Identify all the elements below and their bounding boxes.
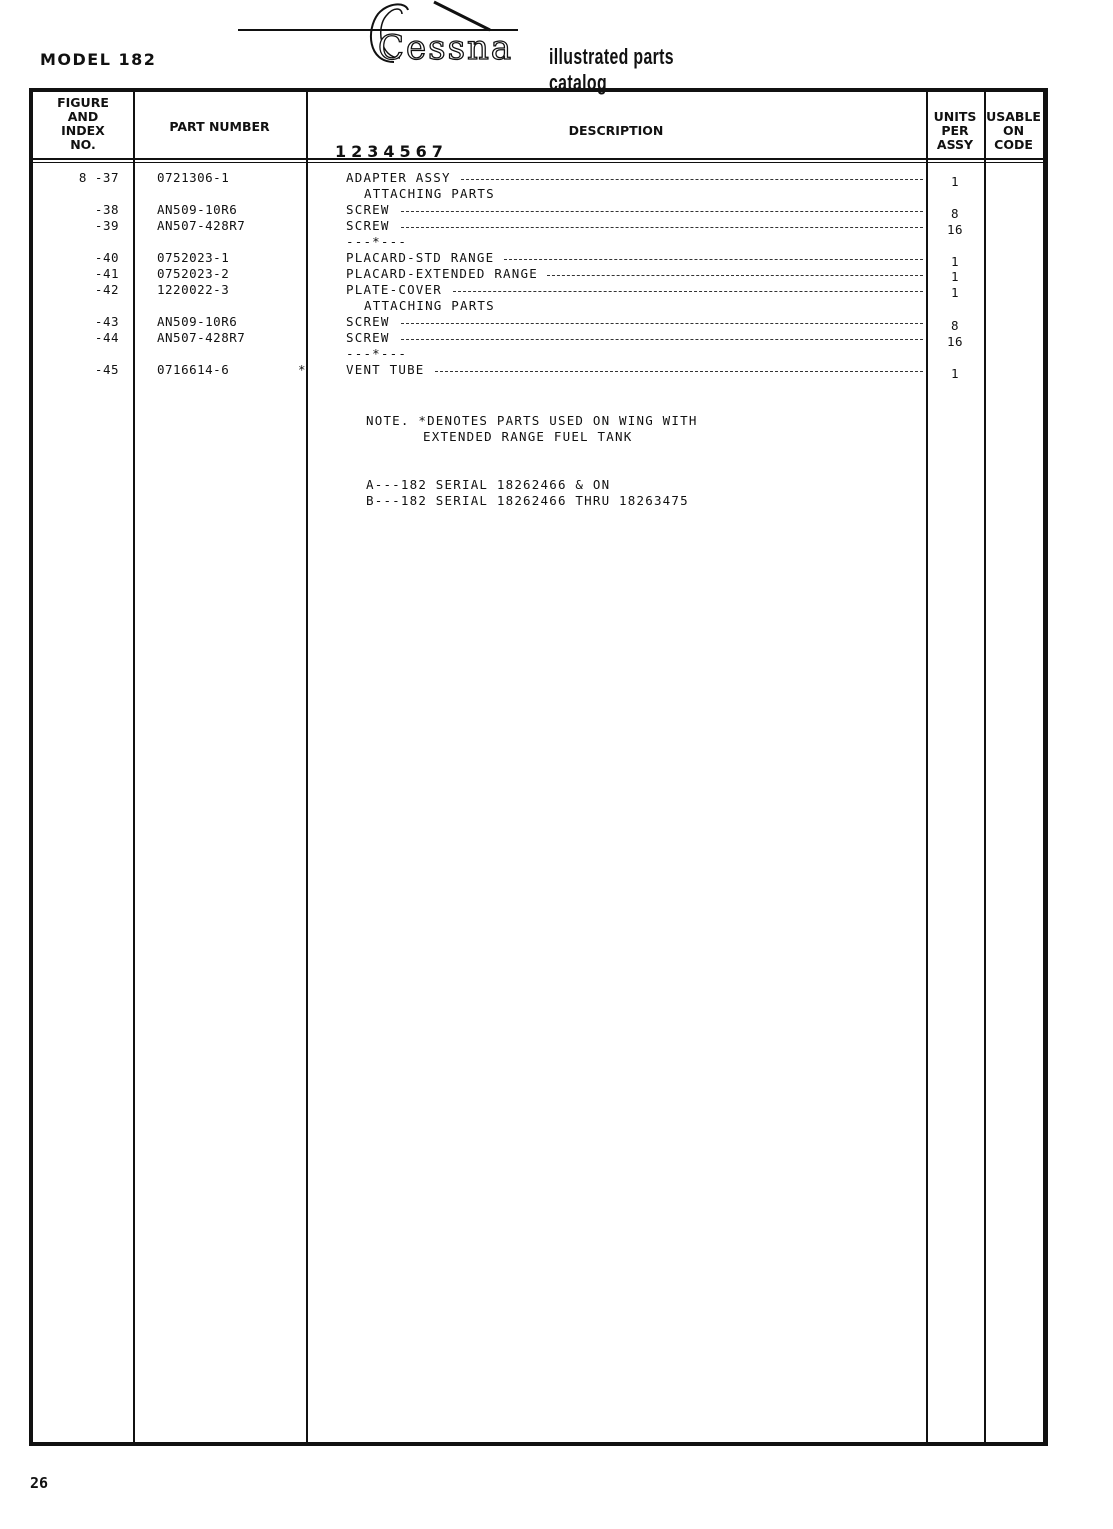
header-usable [984,110,1043,152]
header-divider [33,158,1043,160]
units-per-assy: 1 [950,254,960,269]
part-number: 0721306-1 [157,170,230,185]
note-line-1: NOTE. *DENOTES PARTS USED ON WING WITH [366,413,698,428]
units-per-assy: 1 [950,174,960,189]
leader-dashes [401,227,923,228]
header-figure-l3: INDEX [61,123,105,138]
parts-table [29,88,1048,1446]
cessna-logo [238,0,738,95]
header-divider-2 [33,162,1043,163]
figure-index: -38 [94,202,119,217]
part-description: SCREW [346,330,390,345]
part-description: VENT TUBE [346,362,425,377]
leader-dashes [504,259,923,260]
part-description: SCREW [346,202,390,217]
units-per-assy: 16 [946,334,964,349]
leader-dashes [401,211,923,212]
catalog-title: illustrated parts catalog [549,44,674,95]
header-figure-l1: FIGURE [57,95,109,110]
units-per-assy: 1 [950,269,960,284]
part-number: 0752023-1 [157,250,230,265]
leader-dashes [401,323,923,324]
part-description: ATTACHING PARTS [364,298,495,313]
model-label: MODEL 182 [40,50,157,69]
figure-index: -44 [94,330,119,345]
figure-index: -43 [94,314,119,329]
units-per-assy: 1 [950,366,960,381]
part-number: AN509-10R6 [157,202,238,217]
header-figure-l2: AND [67,109,99,124]
header-units-l1: UNITS [933,109,977,124]
part-description: SCREW [346,314,390,329]
note-line-2: EXTENDED RANGE FUEL TANK [423,429,633,444]
code-a-line: A---182 SERIAL 18262466 & ON [366,477,611,492]
figure-index: 8 -37 [78,170,119,185]
part-number: AN507-428R7 [157,218,246,233]
header-units-l3: ASSY [936,137,974,152]
header-usable-l2: ON [1002,123,1025,138]
part-number: 1220022-3 [157,282,230,297]
indent-digits: 1234567 [335,142,448,161]
header-figure-l4: NO. [70,137,96,152]
part-description: ---*--- [346,234,408,249]
leader-dashes [453,291,923,292]
col-divider-fig [133,92,135,1442]
part-description: PLATE-COVER [346,282,442,297]
figure-index: -39 [94,218,119,233]
col-divider-part [306,92,308,1442]
leader-dashes [461,179,923,180]
part-number: 0752023-2 [157,266,230,281]
leader-dashes [435,371,923,372]
header-description: DESCRIPTION [568,123,664,138]
part-description: ---*--- [346,346,408,361]
extended-range-marker: * [298,362,307,377]
col-divider-desc [926,92,928,1442]
header-usable-l1: USABLE [986,109,1041,124]
units-per-assy: 8 [950,318,960,333]
part-description: SCREW [346,218,390,233]
header-figure [33,96,133,152]
code-b-line: B---182 SERIAL 18262466 THRU 18263475 [366,493,689,508]
part-description: ATTACHING PARTS [364,186,495,201]
part-number: AN507-428R7 [157,330,246,345]
part-number: AN509-10R6 [157,314,238,329]
part-description: PLACARD-STD RANGE [346,250,495,265]
header-units [926,110,984,152]
col-divider-units [984,92,986,1442]
units-per-assy: 16 [946,222,964,237]
header-usable-l3: CODE [994,137,1033,152]
leader-dashes [401,339,923,340]
part-description: ADAPTER ASSY [346,170,451,185]
figure-index: -40 [94,250,119,265]
leader-dashes [547,275,923,276]
units-per-assy: 1 [950,285,960,300]
part-number: 0716614-6 [157,362,230,377]
header-units-l2: PER [941,123,969,138]
figure-index: -42 [94,282,119,297]
cessna-wordmark: Cessna [378,28,514,68]
header-part-number: PART NUMBER [169,119,270,134]
part-description: PLACARD-EXTENDED RANGE [346,266,538,281]
units-per-assy: 8 [950,206,960,221]
figure-index: -41 [94,266,119,281]
figure-index: -45 [94,362,119,377]
page-number: 26 [30,1474,49,1492]
